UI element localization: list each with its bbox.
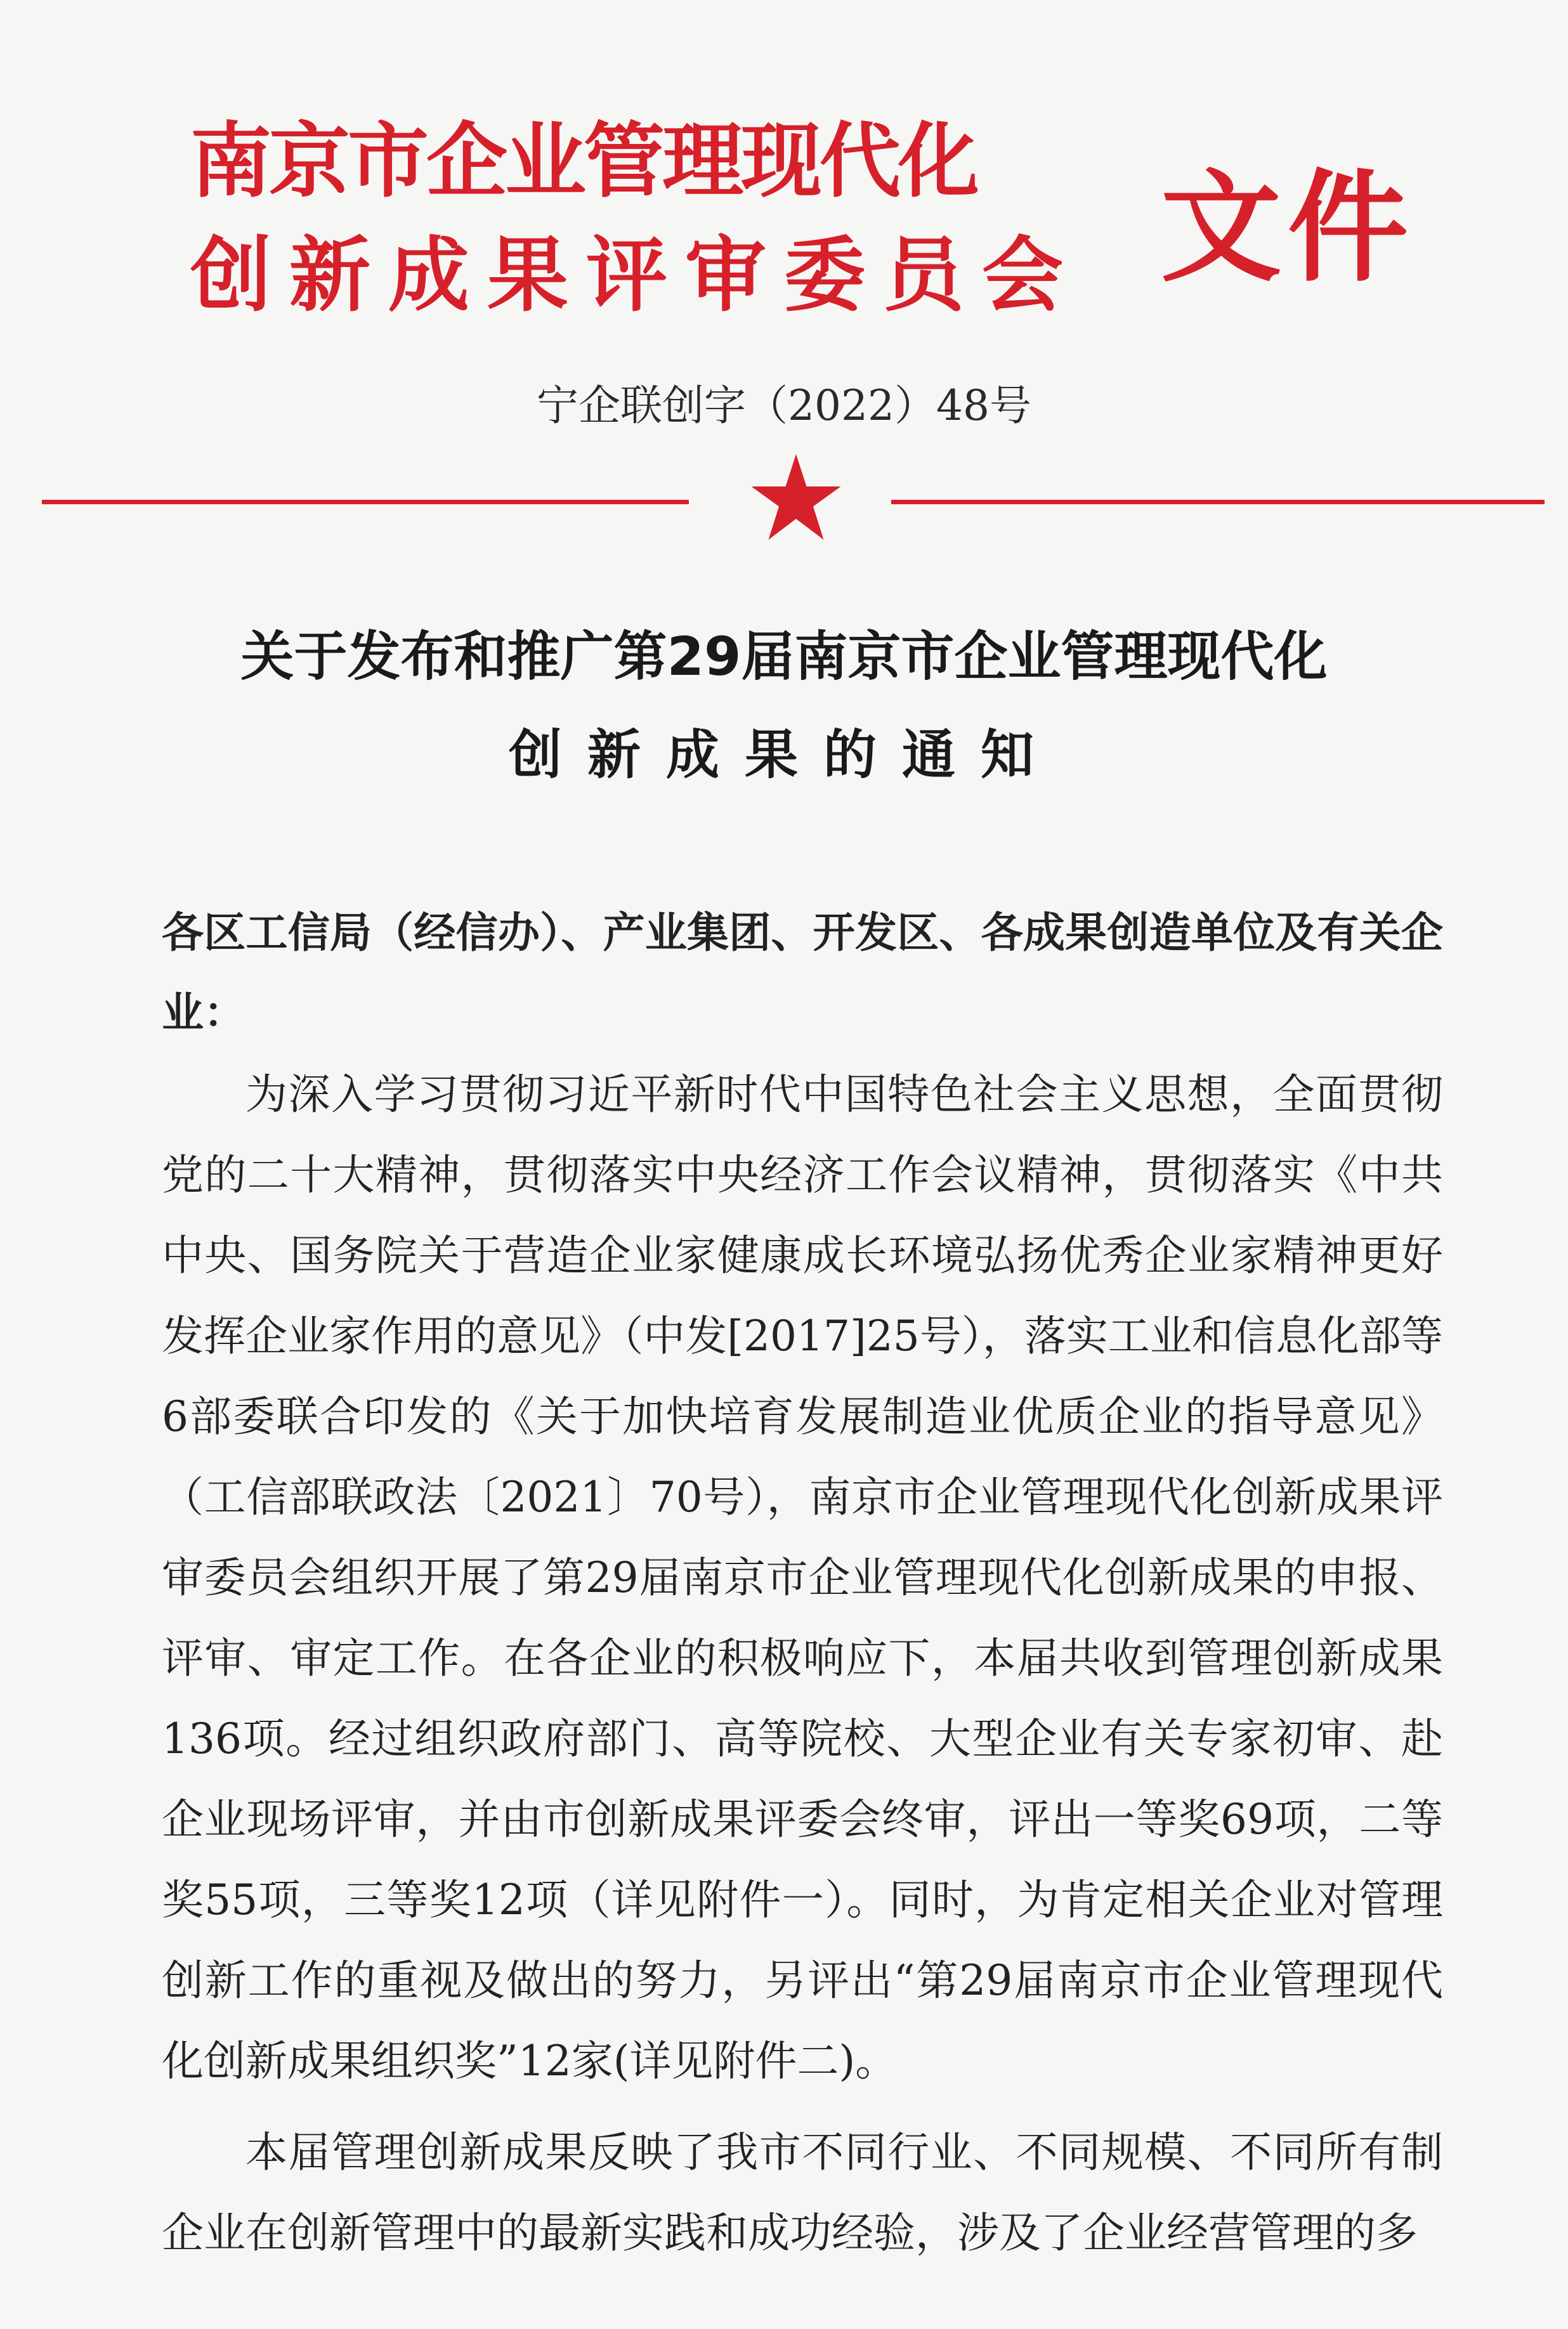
body-paragraph-1: 为深入学习贯彻习近平新时代中国特色社会主义思想，全面贯彻党的二十大精神，贯彻落实中央经济工作会议精神，贯彻落实《中共中央、国务院关于营造企业家健康成长环境弘扬优秀企业家精神更好发挥企业家作用的意见》（中发[2017]25号），落实工业和信息化部等6部委联合印发的《关于加快培育发展制造业优质企业的指导意见》（工信部联政法〔2021〕70号），南京市企业管理现代化创新成果评审委员会组织开展了第29届南京市企业管理现代化创新成果的申报、评审、审定工作。在各企业的积极响应下，本届共收到管理创新成果136项。经过组织政府部门、高等院校、大型企业有关专家初审、赴企业现场评审，并由市创新成果评委会终审，评出一等奖69项，二等奖55项，三等奖12项（详见附件一）。同时，为肯定相关企业对管理创新工作的重视及做出的努力，另评出“第29届南京市企业管理现代化创新成果组织奖”12家(详见附件二)。: [162, 1070, 1443, 2085]
issuing-org-line-1: 南京市企业管理现代化: [190, 114, 977, 209]
addressee: 各区工信局（经信办）、产业集团、开发区、各成果创造单位及有关企业：: [162, 908, 1443, 1037]
red-rule-right: [891, 500, 1545, 504]
body-paragraph-2: 本届管理创新成果反映了我市不同行业、不同规模、不同所有制企业在创新管理中的最新实践和成功经验，涉及了企业经营管理的多: [162, 2128, 1443, 2257]
red-star-icon: [748, 450, 844, 545]
red-masthead: [190, 101, 1459, 330]
red-rule-left: [42, 500, 689, 504]
document-number: 宁企联创字（2022）48号: [537, 381, 1031, 430]
issuing-org-line-2: 创新成果评审委员会: [190, 228, 1081, 323]
notice-title-line-2: 创新成果的通知: [508, 724, 1059, 786]
notice-title-line-1: 关于发布和推广第29届南京市企业管理现代化: [240, 625, 1328, 688]
document-word: 文件: [1161, 158, 1415, 298]
